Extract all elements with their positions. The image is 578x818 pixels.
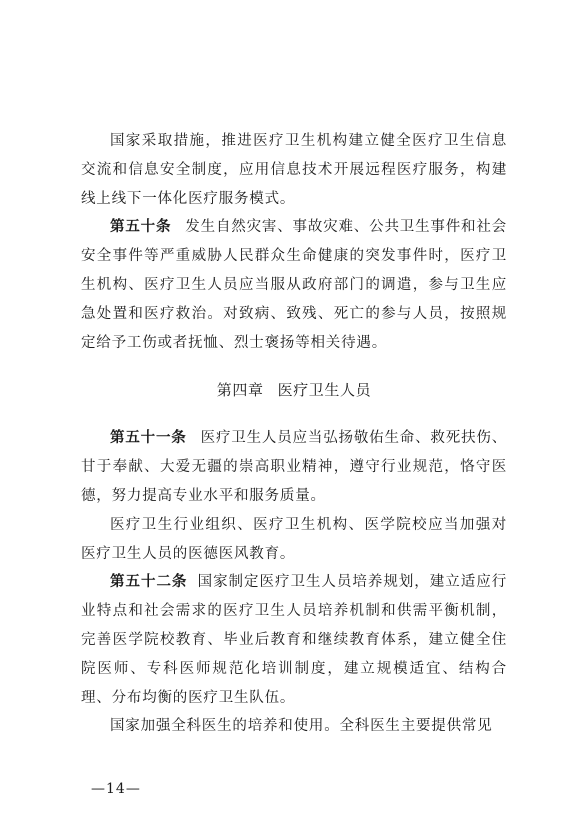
article-text: 发生自然灾害、事故灾难、公共卫生事件和社会安全事件等严重威胁人民群众生命健康的突发事件时，医疗卫生机构、医疗卫生人员应当服从政府部门的调遣，参与卫生应急处置和医疗救治。对致病、致残、死亡的参与人员，按照规定给予工伤或者抚恤、烈士褒扬等相关待遇。 — [81, 219, 507, 351]
page-content — [81, 127, 507, 741]
paragraph — [81, 712, 507, 741]
chapter-number: 第四章 — [216, 381, 264, 400]
article-paragraph — [81, 424, 507, 510]
chapter-heading — [81, 376, 507, 404]
paragraph-text: 国家加强全科医生的培养和使用。全科医生主要提供常见 — [110, 718, 493, 735]
article-text: 国家制定医疗卫生人员培养规划，建立适应行业特点和社会需求的医疗卫生人员培养机制和供需平衡机制，完善医学院校教育、毕业后教育和继续教育体系，建立健全住院医师、专科医师规范化培训制度，建立规模适宜、结构合理、分布均衡的医疗卫生队伍。 — [81, 574, 508, 706]
paragraph-text: 医疗卫生行业组织、医疗卫生机构、医学院校应当加强对医疗卫生人员的医德医风教育。 — [81, 516, 507, 562]
paragraph-text: 国家采取措施，推进医疗卫生机构建立健全医疗卫生信息交流和信息安全制度，应用信息技术开展远程医疗服务，构建线上线下一体化医疗服务模式。 — [81, 133, 507, 207]
article-text: 医疗卫生人员应当弘扬敬佑生命、救死扶伤、甘于奉献、大爱无疆的崇高职业精神，遵守行业规范，恪守医德，努力提高专业水平和服务质量。 — [81, 430, 508, 504]
article-number: 第五十一条 — [110, 430, 187, 447]
article-number: 第五十条 — [110, 219, 172, 236]
article-number: 第五十二条 — [110, 574, 188, 591]
article-paragraph — [81, 568, 507, 712]
paragraph — [81, 127, 507, 213]
article-paragraph — [81, 213, 507, 357]
chapter-title: 医疗卫生人员 — [277, 381, 372, 400]
page-number: —14— — [91, 781, 141, 797]
paragraph — [81, 511, 507, 569]
